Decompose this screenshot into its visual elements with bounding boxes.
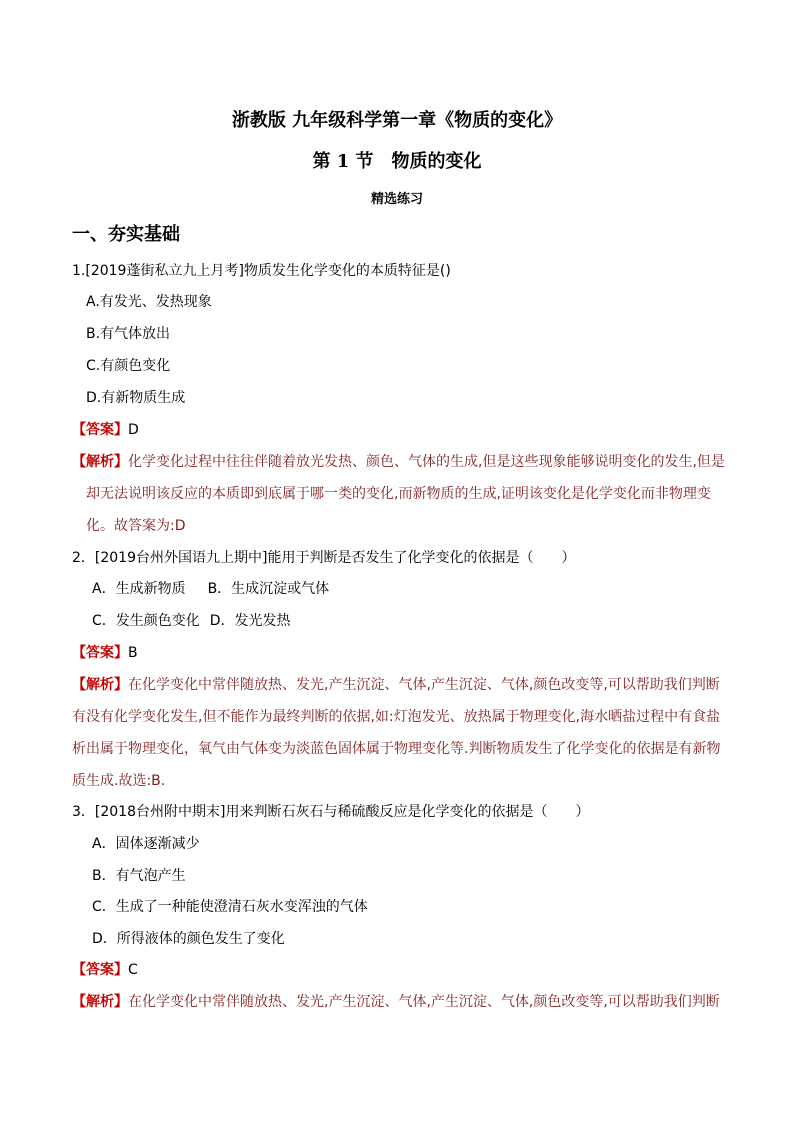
question-3-answer <box>72 960 138 980</box>
question-3-option-d: D．所得液体的颜色发生了变化 <box>92 931 285 947</box>
question-1-option-d: D.有新物质生成 <box>86 390 186 406</box>
explanation-tag: 【解析】 <box>72 994 128 1010</box>
answer-value: C <box>128 962 138 978</box>
explanation-text: 在化学变化中常伴随放热、发光,产生沉淀、气体,产生沉淀、气体,颜色改变等,可以帮助我们判断 <box>128 677 720 693</box>
answer-tag: 【答案】 <box>72 962 128 978</box>
question-1-answer <box>72 420 139 440</box>
answer-value: B <box>128 645 138 661</box>
question-3-explanation <box>72 992 720 1012</box>
question-1-option-a: A.有发光、发热现象 <box>86 294 212 310</box>
question-1-explanation <box>72 452 725 472</box>
question-2-option-a: A．生成新物质 <box>92 581 186 597</box>
document-title: 浙教版 九年级科学第一章《物质的变化》 <box>231 110 563 131</box>
document-label: 精选练习 <box>370 192 423 207</box>
explanation-text: 有没有化学变化发生,但不能作为最终判断的依据,如:灯泡发光、放热属于物理变化,海水晒盐过程中有食盐 <box>72 709 721 725</box>
question-2-explanation <box>72 675 720 695</box>
answer-tag: 【答案】 <box>72 645 128 661</box>
question-2-options-row-1 <box>92 579 329 599</box>
explanation-text: 质生成.故选:B. <box>72 773 166 789</box>
explanation-text: 析出属于物理变化，氧气由气体变为淡蓝色固体属于物理变化等.判断物质发生了化学变化的依据是有新物 <box>72 741 721 757</box>
question-2-option-b: B．生成沉淀或气体 <box>207 581 330 597</box>
question-2-options-row-2 <box>92 611 291 631</box>
question-3-option-c: C．生成了一种能使澄清石灰水变浑浊的气体 <box>92 899 368 915</box>
document-subtitle: 第 1 节 物质的变化 <box>312 151 482 172</box>
explanation-text: 却无法说明该反应的本质即到底属于哪一类的变化,而新物质的生成,证明该变化是化学变化而非物理变 <box>86 486 711 502</box>
question-1-option-b: B.有气体放出 <box>86 326 171 342</box>
question-1-stem: 1.[2019蓬街私立九上月考]物质发生化学变化的本质特征是() <box>72 263 451 279</box>
question-2-stem: 2．[2019台州外国语九上期中]能用于判断是否发生了化学变化的依据是（ ） <box>72 550 576 566</box>
explanation-text: 在化学变化中常伴随放热、发光,产生沉淀、气体,产生沉淀、气体,颜色改变等,可以帮助我们判断 <box>128 994 720 1010</box>
explanation-text: 化学变化过程中往往伴随着放光发热、颜色、气体的生成,但是这些现象能够说明变化的发生,但是 <box>128 454 725 470</box>
section-title: 一、夯实基础 <box>72 224 180 245</box>
question-1-option-c: C.有颜色变化 <box>86 358 171 374</box>
question-2-option-c: C．发生颜色变化 <box>92 613 200 629</box>
explanation-text: 化。故答案为:D <box>86 518 186 534</box>
answer-tag: 【答案】 <box>72 422 128 438</box>
answer-value: D <box>128 422 139 438</box>
explanation-tag: 【解析】 <box>72 677 128 693</box>
question-3-option-b: B．有气泡产生 <box>92 868 186 884</box>
question-3-stem: 3．[2018台州附中期末]用来判断石灰石与稀硫酸反应是化学变化的依据是（ ） <box>72 804 590 820</box>
question-3-option-a: A．固体逐渐减少 <box>92 836 200 852</box>
question-2-answer <box>72 643 138 663</box>
question-2-option-d: D．发光发热 <box>209 613 291 629</box>
explanation-tag: 【解析】 <box>72 454 128 470</box>
